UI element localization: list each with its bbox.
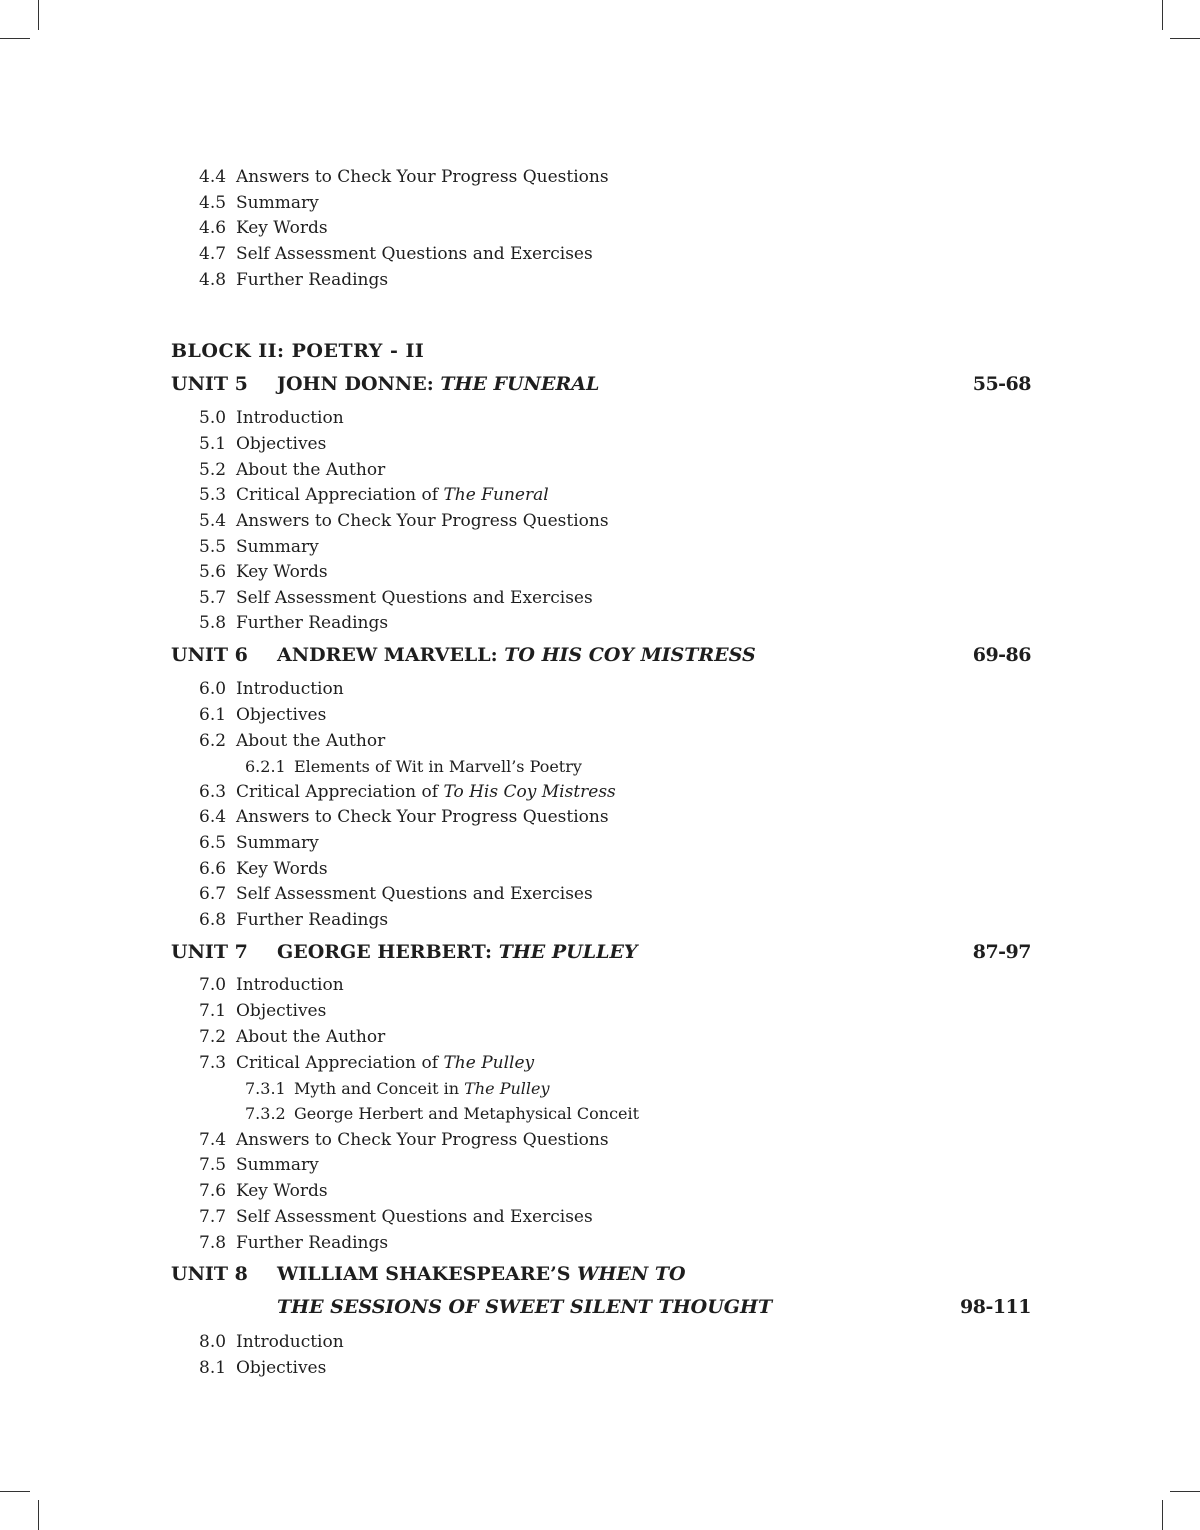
toc-entry: 5.3 Critical Appreciation of The Funeral: [199, 485, 549, 505]
toc-entry: 6.1 Objectives: [199, 705, 327, 725]
toc-entry: 7.5 Summary: [199, 1155, 319, 1175]
toc-entry: 6.0 Introduction: [199, 679, 344, 699]
unit-label: UNIT 7: [171, 941, 248, 963]
toc-entry: 5.6 Key Words: [199, 562, 328, 582]
toc-entry: 4.5 Summary: [199, 193, 319, 213]
toc-entry: 5.0 Introduction: [199, 408, 344, 428]
toc-entry: 4.6 Key Words: [199, 218, 328, 238]
crop-mark: [1170, 1491, 1200, 1492]
toc-entry: 8.1 Objectives: [199, 1358, 327, 1378]
toc-entry: 4.7 Self Assessment Questions and Exercises: [199, 244, 593, 264]
toc-entry: 5.5 Summary: [199, 537, 319, 557]
unit-heading-7: [171, 941, 1031, 967]
toc-entry: 6.5 Summary: [199, 833, 319, 853]
crop-mark: [1162, 1500, 1163, 1530]
page-range: 87-97: [972, 941, 1031, 963]
toc-entry: 6.6 Key Words: [199, 859, 328, 879]
unit-title: JOHN DONNE: THE FUNERAL: [277, 373, 600, 395]
crop-mark: [0, 38, 30, 39]
toc-subentry: 7.3.1 Myth and Conceit in The Pulley: [245, 1079, 550, 1098]
toc-entry: 7.6 Key Words: [199, 1181, 328, 1201]
toc-entry: 6.4 Answers to Check Your Progress Questions: [199, 807, 609, 827]
unit-title: GEORGE HERBERT: THE PULLEY: [277, 941, 638, 963]
crop-mark: [0, 1491, 30, 1492]
toc-entry: 8.0 Introduction: [199, 1332, 344, 1352]
toc-entry: 5.2 About the Author: [199, 460, 386, 480]
toc-subentry: 7.3.2 George Herbert and Metaphysical Conceit: [245, 1104, 640, 1123]
toc-entry: 6.2 About the Author: [199, 731, 386, 751]
toc-entry: 4.4 Answers to Check Your Progress Questions: [199, 167, 609, 187]
page-range: 55-68: [972, 373, 1031, 395]
unit-title: WILLIAM SHAKESPEARE’S WHEN TO: [277, 1263, 686, 1285]
toc-entry: 7.0 Introduction: [199, 975, 344, 995]
toc-entry: 5.4 Answers to Check Your Progress Questions: [199, 511, 609, 531]
toc-entry: 6.7 Self Assessment Questions and Exercises: [199, 884, 593, 904]
toc-entry: 6.8 Further Readings: [199, 910, 389, 930]
toc-entry: 7.2 About the Author: [199, 1027, 386, 1047]
unit-heading-6: [171, 644, 1031, 670]
crop-mark: [38, 0, 39, 30]
toc-entry: 5.1 Objectives: [199, 434, 327, 454]
page-range: 69-86: [972, 644, 1031, 666]
crop-mark: [1170, 38, 1200, 39]
toc-entry: 7.4 Answers to Check Your Progress Questions: [199, 1130, 609, 1150]
block-title: BLOCK II: POETRY - II: [171, 340, 425, 362]
unit-label: UNIT 6: [171, 644, 248, 666]
toc-entry: 7.8 Further Readings: [199, 1233, 389, 1253]
unit-heading-5: [171, 373, 1031, 399]
unit-title-continued: THE SESSIONS OF SWEET SILENT THOUGHT: [277, 1296, 773, 1318]
toc-entry: 7.7 Self Assessment Questions and Exercises: [199, 1207, 593, 1227]
toc-entry: 6.3 Critical Appreciation of To His Coy Mistress: [199, 782, 616, 802]
crop-mark: [1162, 0, 1163, 30]
toc-entry: 5.8 Further Readings: [199, 613, 389, 633]
unit-title: ANDREW MARVELL: TO HIS COY MISTRESS: [277, 644, 756, 666]
toc-entry: 7.1 Objectives: [199, 1001, 327, 1021]
toc-entry: 5.7 Self Assessment Questions and Exercises: [199, 588, 593, 608]
toc-entry: 4.8 Further Readings: [199, 270, 389, 290]
unit-label: UNIT 5: [171, 373, 248, 395]
toc-entry: 7.3 Critical Appreciation of The Pulley: [199, 1053, 535, 1073]
unit-label: UNIT 8: [171, 1263, 248, 1285]
page-range: 98-111: [960, 1296, 1031, 1318]
toc-subentry: 6.2.1 Elements of Wit in Marvell’s Poetry: [245, 757, 582, 776]
crop-mark: [38, 1500, 39, 1530]
unit-heading-8: [171, 1263, 1031, 1323]
